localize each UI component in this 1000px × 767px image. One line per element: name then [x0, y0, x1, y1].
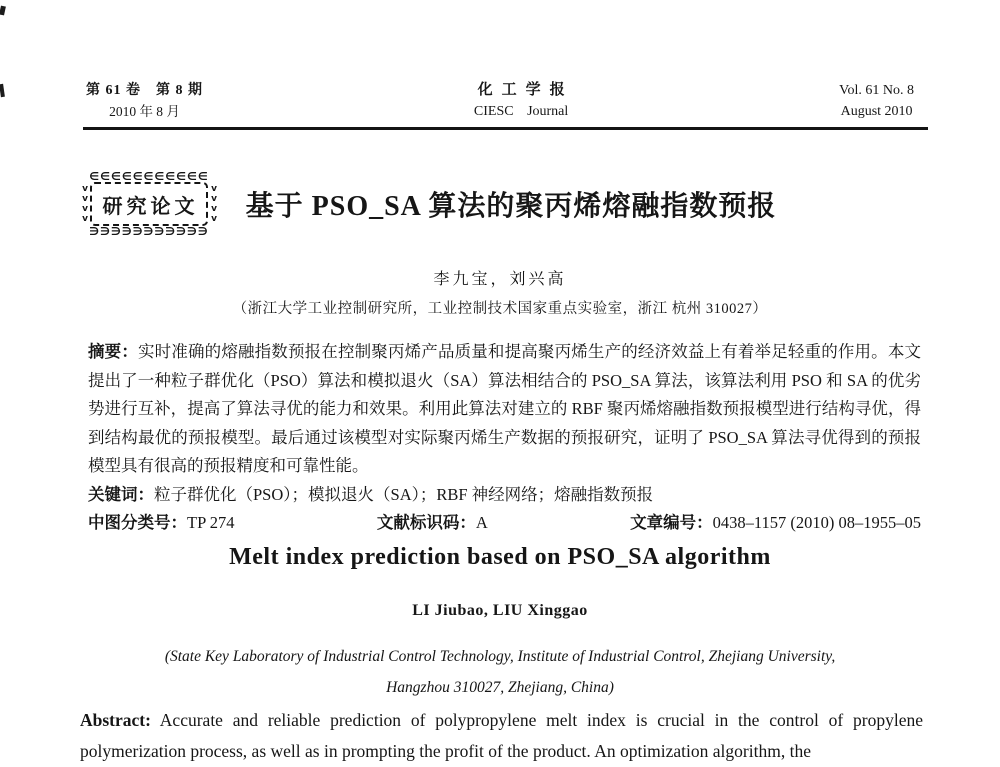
header-divider-rule	[83, 127, 928, 130]
clc-segment	[88, 509, 235, 538]
badge-left-decoration: vvvv	[80, 184, 90, 224]
classification-row	[88, 509, 921, 538]
journal-issue-zh: 第 61 卷 第 8 期	[86, 83, 203, 98]
affiliation-en-line1: (State Key Laboratory of Industrial Control Technology, Institute of Industrial Control, Zhejiang University,	[164, 648, 836, 665]
article-title-en: Melt index prediction based on PSO_SA algorithm	[229, 544, 771, 570]
affiliation-en	[0, 641, 1000, 703]
badge-right-decoration: vvvv	[209, 184, 219, 224]
article-title-zh: 基于 PSO_SA 算法的聚丙烯熔融指数预报	[245, 191, 777, 222]
article-no-value: 0438–1157 (2010) 08–1955–05	[712, 513, 921, 532]
scan-artifact	[0, 6, 6, 16]
affiliation-en-line2: Hangzhou 310027, Zhejiang, China)	[386, 679, 614, 696]
abstract-zh-label: 摘要：	[88, 342, 138, 361]
english-title-block	[0, 544, 1000, 703]
doc-code-value: A	[475, 513, 488, 532]
scan-artifact	[0, 84, 5, 97]
journal-name-en: CIESC Journal	[473, 104, 569, 119]
abstract-en-body: Accurate and reliable prediction of polypropylene melt index is crucial in the control of propylene polymerization process, as well as in prompting the profit of the product. An optimization algorithm, the	[80, 710, 923, 761]
journal-header	[86, 80, 914, 122]
chinese-abstract-block	[88, 338, 921, 538]
journal-date-en: August 2010	[840, 104, 913, 119]
affiliation-zh: （浙江大学工业控制研究所，工业控制技术国家重点实验室，浙江 杭州 310027）	[232, 301, 768, 317]
abstract-zh-paragraph	[88, 338, 921, 481]
journal-issue-block-zh	[86, 80, 203, 122]
badge-top-decoration: ∈∈∈∈∈∈∈∈∈∈∈	[89, 172, 209, 181]
journal-name-block	[469, 80, 574, 122]
doc-code-label: 文献标识码：	[376, 513, 476, 532]
doc-code-segment	[377, 509, 488, 538]
journal-date-zh: 2010 年 8 月	[109, 104, 180, 119]
abstract-en-text	[151, 710, 160, 730]
authors-en: LI Jiubao, LIU Xinggao	[412, 602, 588, 619]
article-no-label: 文章编号：	[630, 513, 713, 532]
article-no-segment	[630, 509, 921, 538]
abstract-zh-text: 实时准确的熔融指数预报在控制聚丙烯产品质量和提高聚丙烯生产的经济效益上有着举足轻重的作用。本文提出了一种粒子群优化（PSO）算法和模拟退火（SA）算法相结合的 PSO_SA 算法，该算法利用 PSO 和 SA 的优劣势进行互补，提高了算法寻优的能力和效果。利用此算法对建立的 RBF 聚丙烯熔融指数预报模型进行结构寻优，得到结构最优的预报模型。最后通过该模型对实际聚丙烯生产数据的预报研究，证明了 PSO_SA 算法寻优得到的预报模型具有很高的预报精度和可靠性能。	[88, 342, 922, 475]
journal-name-zh: 化工学报	[477, 82, 574, 98]
badge-bottom-decoration: ∋∋∋∋∋∋∋∋∋∋∋	[89, 227, 209, 236]
keywords-zh-paragraph	[88, 481, 921, 510]
badge-label: 研究论文	[90, 182, 208, 226]
journal-issue-block-en	[839, 80, 914, 122]
keywords-zh-text: 粒子群优化（PSO）；模拟退火（SA）；RBF 神经网络；熔融指数预报	[154, 484, 654, 504]
clc-value: TP 274	[187, 513, 235, 532]
research-paper-badge	[79, 172, 219, 236]
journal-issue-en: Vol. 61 No. 8	[839, 83, 914, 98]
authors-zh: 李九宝，刘兴高	[433, 271, 567, 288]
abstract-en-label: Abstract:	[80, 710, 151, 730]
clc-label: 中图分类号：	[88, 513, 187, 532]
keywords-zh-label: 关键词：	[88, 484, 154, 504]
abstract-en-paragraph	[80, 705, 923, 767]
badge-middle-row	[79, 182, 219, 226]
